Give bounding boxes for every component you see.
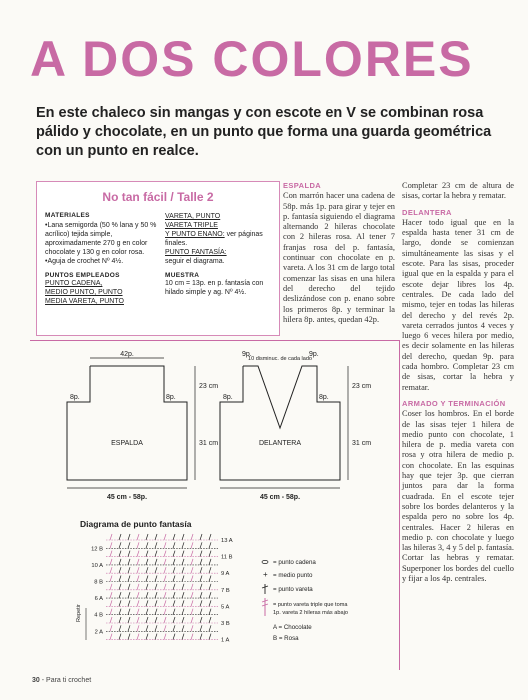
page-number: 30 bbox=[32, 677, 40, 684]
stitch-mark bbox=[173, 609, 175, 615]
stitch-mark bbox=[155, 600, 157, 606]
stitch-mark bbox=[146, 609, 148, 615]
legend-item: = medio punto bbox=[273, 572, 313, 579]
stitch-mark bbox=[146, 542, 148, 548]
stitch-mark bbox=[137, 609, 139, 615]
stitch-mark bbox=[110, 584, 112, 590]
stitch-mark bbox=[155, 584, 157, 590]
punto-item: VARETA, PUNTO bbox=[165, 213, 221, 220]
plus-icon: + bbox=[263, 570, 268, 579]
stitch-mark bbox=[119, 542, 121, 548]
stitch-mark bbox=[173, 559, 175, 565]
materiales-text: •Lana semigorda (50 % lana y 50 % acrílico) tejida simple, aproximadamente 270 g en color chocolate y 130 g en color rosa. bbox=[45, 222, 157, 256]
stitch-mark bbox=[164, 600, 166, 606]
stitch-mark bbox=[191, 609, 193, 615]
stitch-mark bbox=[209, 542, 211, 548]
punto-item: MEDIA VARETA, PUNTO bbox=[45, 298, 124, 305]
muestra-title: MUESTRA bbox=[165, 272, 200, 279]
intro-text: En este chaleco sin mangas y con escote en V se combinan rosa pálido y chocolate, en un punto que forma una guarda geométrica con un punto en realce. bbox=[36, 105, 492, 159]
stitch-row bbox=[95, 625, 218, 635]
stitch-mark bbox=[119, 592, 121, 598]
stitch-mark bbox=[191, 576, 193, 582]
delantera-title: DELANTERA bbox=[402, 207, 452, 217]
svg-text:1p. vareta 2 hileras más abajo: 1p. vareta 2 hileras más abajo bbox=[273, 610, 348, 616]
repeat-label: Repetir bbox=[76, 604, 82, 622]
stitch-mark bbox=[155, 534, 157, 540]
stitch-mark bbox=[191, 625, 193, 631]
front-body-label: 31 cm bbox=[352, 440, 372, 447]
legend-item: B = Rosa bbox=[273, 635, 299, 642]
espalda-finish-text: Completar 23 cm de altura de sisas, cortar la hebra y rematar. bbox=[402, 181, 514, 201]
stitch-row bbox=[106, 634, 230, 644]
legend-item: A = Chocolate bbox=[273, 624, 312, 631]
stitch-mark bbox=[200, 625, 202, 631]
back-left-label: 8p. bbox=[70, 394, 80, 401]
stitch-mark bbox=[164, 617, 166, 623]
row-label: 4 B bbox=[94, 612, 103, 619]
stitch-mark bbox=[191, 534, 193, 540]
stitch-mark bbox=[128, 584, 130, 590]
front-bottom-label: 45 cm - 58p. bbox=[259, 494, 301, 501]
stitch-mark bbox=[173, 534, 175, 540]
stitch-mark bbox=[155, 625, 157, 631]
stitch-mark bbox=[200, 600, 202, 606]
stitch-mark bbox=[119, 567, 121, 573]
stitch-mark bbox=[137, 551, 139, 557]
stitch-row bbox=[95, 592, 218, 602]
stitch-mark bbox=[128, 600, 130, 606]
stitch-mark bbox=[191, 634, 193, 640]
punto-item: MEDIO PUNTO, PUNTO bbox=[45, 289, 123, 296]
stitch-mark bbox=[119, 625, 121, 631]
stitch-mark bbox=[182, 625, 184, 631]
stitch-mark bbox=[164, 576, 166, 582]
stitch-mark bbox=[191, 617, 193, 623]
stitch-mark bbox=[110, 551, 112, 557]
back-top-label: 42p. bbox=[120, 351, 134, 358]
stitch-mark bbox=[155, 592, 157, 598]
legend-item: = punto vareta bbox=[273, 586, 313, 593]
stitch-mark bbox=[191, 567, 193, 573]
delantera-text: Hacer todo igual que en la espalda hasta tener 31 cm de largo, donde se comienzan simultáneamente las sisas y el escote. Para las sisas, proceder igual que en la espalda y para el escote dejar libres los 4p. centrales. De cada lado del mismo, tejer en todas las hileras del derecho y del revés 2p. vareta cerrados juntos 4 veces y luego 6 veces hilera por medio, es decir solamente en las hileras del derecho, quedan 9p. para cada hombro. Completar 23 cm de sisas, cortar la hebra y rematar. bbox=[402, 217, 514, 392]
stitch-mark bbox=[137, 625, 139, 631]
stitch-mark bbox=[128, 551, 130, 557]
stitch-mark bbox=[209, 559, 211, 565]
stitch-row bbox=[94, 609, 218, 619]
diagram-area bbox=[30, 340, 400, 670]
fantasia-label: PUNTO FANTASÍA: bbox=[165, 249, 227, 256]
stitch-mark bbox=[173, 634, 175, 640]
stitch-row bbox=[91, 559, 218, 569]
legend-item: = punto cadena bbox=[273, 559, 316, 566]
stitch-mark bbox=[137, 559, 139, 565]
stitch-mark bbox=[182, 542, 184, 548]
stitch-mark bbox=[155, 559, 157, 565]
stitch-mark bbox=[119, 600, 121, 606]
text-column-2 bbox=[402, 181, 514, 584]
stitch-row bbox=[94, 576, 218, 586]
stitch-mark bbox=[191, 551, 193, 557]
front-top-right-label: 9p. bbox=[309, 351, 319, 358]
front-right-label: 8p. bbox=[319, 394, 329, 401]
punto-item: Y PUNTO ENANO: bbox=[165, 231, 225, 238]
stitch-mark bbox=[173, 584, 175, 590]
stitch-mark bbox=[137, 592, 139, 598]
legend-item: = punto vareta triple que toma bbox=[273, 602, 348, 608]
stitch-mark bbox=[164, 584, 166, 590]
stitch-mark bbox=[128, 576, 130, 582]
stitch-mark bbox=[209, 625, 211, 631]
stitch-mark bbox=[146, 567, 148, 573]
row-label: 1 A bbox=[221, 637, 230, 644]
stitch-mark bbox=[209, 609, 211, 615]
stitch-mark bbox=[209, 617, 211, 623]
stitch-mark bbox=[110, 592, 112, 598]
stitch-mark bbox=[146, 600, 148, 606]
stitch-mark bbox=[155, 617, 157, 623]
stitch-mark bbox=[191, 542, 193, 548]
stitch-mark bbox=[146, 576, 148, 582]
stitch-mark bbox=[155, 567, 157, 573]
stitch-mark bbox=[146, 634, 148, 640]
stitch-mark bbox=[164, 559, 166, 565]
stitch-mark bbox=[164, 567, 166, 573]
stitch-mark bbox=[182, 584, 184, 590]
stitch-mark bbox=[128, 559, 130, 565]
stitch-mark bbox=[155, 576, 157, 582]
punto-item: PUNTO CADENA, bbox=[45, 280, 103, 287]
stitch-mark bbox=[128, 567, 130, 573]
stitch-mark bbox=[110, 625, 112, 631]
stitch-mark bbox=[110, 617, 112, 623]
punto-note: ver páginas finales. bbox=[165, 231, 263, 247]
stitch-mark bbox=[146, 559, 148, 565]
fantasia-text: seguir el diagrama. bbox=[165, 258, 225, 265]
materiales-aguja: •Aguja de crochet Nº 4½. bbox=[45, 258, 124, 265]
stitch-mark bbox=[128, 617, 130, 623]
stitch-mark bbox=[128, 625, 130, 631]
stitch-mark bbox=[137, 567, 139, 573]
stitch-legend bbox=[262, 559, 348, 642]
stitch-mark bbox=[128, 609, 130, 615]
stitch-mark bbox=[146, 584, 148, 590]
stitch-mark bbox=[182, 559, 184, 565]
stitch-mark bbox=[119, 534, 121, 540]
front-label: DELANTERA bbox=[258, 440, 302, 447]
stitch-mark bbox=[209, 634, 211, 640]
magazine-name: - Para ti crochet bbox=[41, 677, 92, 684]
info-box bbox=[36, 181, 280, 336]
stitch-mark bbox=[173, 592, 175, 598]
stitch-mark bbox=[119, 609, 121, 615]
espalda-title: ESPALDA bbox=[283, 181, 322, 190]
muestra-text: 10 cm = 13p. en p. fantasía con hilado simple y ag. Nº 4½. bbox=[165, 280, 264, 296]
stitch-mark bbox=[110, 600, 112, 606]
stitch-mark bbox=[182, 600, 184, 606]
stitch-mark bbox=[200, 617, 202, 623]
stitch-mark bbox=[119, 617, 121, 623]
stitch-mark bbox=[137, 576, 139, 582]
stitch-mark bbox=[182, 634, 184, 640]
row-label: 8 B bbox=[94, 579, 103, 586]
front-schematic bbox=[220, 351, 371, 501]
stitch-mark bbox=[128, 634, 130, 640]
stitch-mark bbox=[200, 551, 202, 557]
stitch-mark bbox=[173, 542, 175, 548]
stitch-mark bbox=[137, 600, 139, 606]
stitch-mark bbox=[209, 584, 211, 590]
stitch-mark bbox=[128, 534, 130, 540]
stitch-mark bbox=[209, 600, 211, 606]
stitch-mark bbox=[200, 609, 202, 615]
stitch-mark bbox=[119, 559, 121, 565]
stitch-mark bbox=[182, 617, 184, 623]
text-column-1 bbox=[283, 181, 395, 325]
row-label: 12 B bbox=[91, 546, 103, 553]
front-neck-note: 10 disminuc. de cada lado bbox=[248, 356, 312, 362]
punto-item: VARETA TRIPLE bbox=[165, 222, 218, 229]
front-left-label: 8p. bbox=[223, 394, 233, 401]
stitch-mark bbox=[146, 592, 148, 598]
stitch-mark bbox=[164, 634, 166, 640]
stitch-mark bbox=[155, 551, 157, 557]
stitch-mark bbox=[119, 584, 121, 590]
stitch-mark bbox=[200, 542, 202, 548]
row-label: 10 A bbox=[91, 562, 103, 569]
stitch-mark bbox=[110, 534, 112, 540]
stitch-mark bbox=[137, 542, 139, 548]
stitch-mark bbox=[182, 576, 184, 582]
stitch-mark bbox=[146, 551, 148, 557]
stitch-mark bbox=[191, 592, 193, 598]
stitch-mark bbox=[110, 576, 112, 582]
stitch-mark bbox=[173, 551, 175, 557]
stitch-mark bbox=[182, 567, 184, 573]
stitch-mark bbox=[164, 542, 166, 548]
stitch-mark bbox=[137, 634, 139, 640]
stitch-mark bbox=[200, 534, 202, 540]
stitch-mark bbox=[173, 617, 175, 623]
stitch-mark bbox=[182, 534, 184, 540]
stitch-mark bbox=[173, 576, 175, 582]
stitch-mark bbox=[209, 534, 211, 540]
row-label: 11 B bbox=[221, 554, 233, 561]
stitch-mark bbox=[200, 584, 202, 590]
stitch-mark bbox=[191, 559, 193, 565]
stitch-mark bbox=[137, 534, 139, 540]
stitch-mark bbox=[119, 576, 121, 582]
stitch-mark bbox=[146, 617, 148, 623]
front-armhole-label: 23 cm bbox=[352, 383, 372, 390]
back-armhole-label: 23 cm bbox=[199, 383, 219, 390]
stitch-mark bbox=[155, 609, 157, 615]
stitch-mark bbox=[182, 551, 184, 557]
back-label: ESPALDA bbox=[111, 440, 143, 447]
stitch-mark bbox=[200, 576, 202, 582]
stitch-mark bbox=[137, 584, 139, 590]
stitch-mark bbox=[209, 592, 211, 598]
back-schematic bbox=[67, 351, 218, 501]
stitch-mark bbox=[182, 592, 184, 598]
stitch-mark bbox=[191, 584, 193, 590]
stitch-row bbox=[106, 534, 233, 544]
stitch-mark bbox=[164, 625, 166, 631]
stitch-mark bbox=[119, 634, 121, 640]
back-body-label: 31 cm bbox=[199, 440, 219, 447]
chain-icon bbox=[262, 560, 268, 563]
row-label: 6 A bbox=[94, 596, 103, 603]
row-label: 7 B bbox=[221, 587, 230, 594]
stitch-mark bbox=[146, 534, 148, 540]
page-title: A DOS COLORES bbox=[30, 31, 474, 87]
stitch-mark bbox=[110, 567, 112, 573]
stitch-mark bbox=[200, 634, 202, 640]
stitch-mark bbox=[128, 542, 130, 548]
stitch-diagram bbox=[76, 519, 233, 644]
stitch-mark bbox=[137, 617, 139, 623]
puntos-title: PUNTOS EMPLEADOS bbox=[45, 272, 120, 279]
espalda-text: Con marrón hacer una cadena de 58p. más 1p. para girar y tejer en p. fantasía siguiendo el diagrama alternando 2 hileras chocolate con 2 hileras rosa. Al tener 7 franjas rosa del p. fantasía, continuar con chocolate en p. vareta. A los 31 cm de largo total comenzar las sisas en una hilera del derecho del tejido deslizándose con p. enano sobre los primeros 8p. y terminar la hilera 8p. antes, quedan 42p. bbox=[283, 191, 395, 324]
stitch-mark bbox=[110, 559, 112, 565]
stitch-mark bbox=[110, 542, 112, 548]
row-label: 3 B bbox=[221, 621, 230, 627]
stitch-mark bbox=[155, 634, 157, 640]
stitch-mark bbox=[209, 551, 211, 557]
stitch-mark bbox=[200, 567, 202, 573]
stitch-mark bbox=[164, 592, 166, 598]
stitch-mark bbox=[110, 609, 112, 615]
stitch-mark bbox=[191, 600, 193, 606]
stitch-mark bbox=[173, 567, 175, 573]
stitch-mark bbox=[209, 567, 211, 573]
stitch-mark bbox=[119, 551, 121, 557]
armado-title: ARMADO Y TERMINACIÓN bbox=[402, 398, 506, 408]
row-label: 13 A bbox=[221, 538, 233, 544]
stitch-mark bbox=[128, 592, 130, 598]
row-label: 9 A bbox=[221, 571, 230, 578]
stitch-mark bbox=[146, 625, 148, 631]
front-top-left-label: 9p. bbox=[242, 351, 252, 358]
stitch-mark bbox=[182, 609, 184, 615]
back-bottom-label: 45 cm - 58p. bbox=[106, 494, 148, 501]
stitch-mark bbox=[164, 609, 166, 615]
row-label: 2 A bbox=[94, 629, 103, 636]
stitch-mark bbox=[155, 542, 157, 548]
stitch-mark bbox=[164, 534, 166, 540]
stitch-mark bbox=[110, 634, 112, 640]
stitch-mark bbox=[173, 625, 175, 631]
row-label: 5 A bbox=[221, 604, 230, 611]
materiales-title: MATERIALES bbox=[45, 212, 90, 219]
difficulty-heading: No tan fácil / Talle 2 bbox=[102, 190, 214, 204]
armado-text: Coser los hombros. En el borde de las sisas tejer 1 hilera de medio punto con chocolate, 1 hilera de p. media vareta con rosa y otra hilera de medio p. con chocolate. En las esquinas hay que tejer 3p. que cierran juntos para dar la forma cuadrada. En el escote tejer sobre los bordes delanteros y la espalda pero no sobre los 4p. centrales. Hacer 2 hileras en medio p. con chocolate y luego las hileras 3, 4 y 5 del p. fantasía. Cortar las hebras y rematar. Superponer los bordes del cuello y fijar a los 4p. centrales. bbox=[402, 409, 514, 583]
stitch-row bbox=[106, 551, 233, 561]
stitch-diagram-title: Diagrama de punto fantasía bbox=[80, 519, 192, 529]
stitch-mark bbox=[209, 576, 211, 582]
stitch-mark bbox=[200, 592, 202, 598]
stitch-mark bbox=[173, 600, 175, 606]
stitch-row bbox=[91, 542, 218, 552]
page-footer bbox=[32, 677, 91, 684]
back-right-label: 8p. bbox=[166, 394, 176, 401]
stitch-mark bbox=[164, 551, 166, 557]
stitch-mark bbox=[200, 559, 202, 565]
